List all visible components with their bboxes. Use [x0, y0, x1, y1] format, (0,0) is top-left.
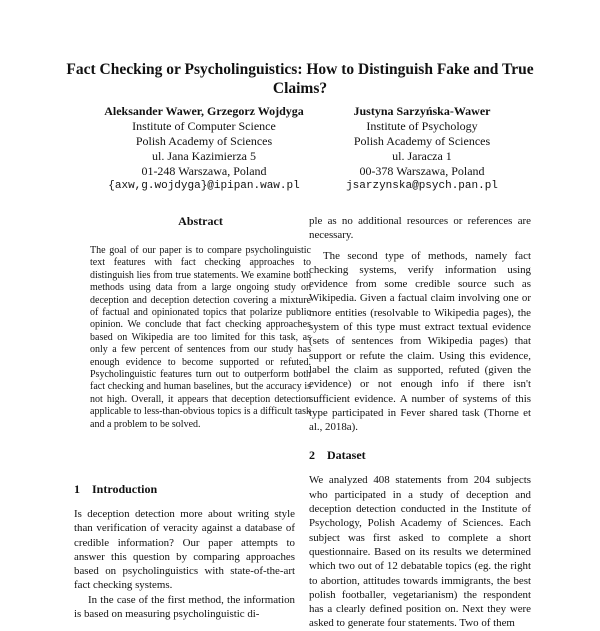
paragraph: Is deception detection more about writing style than verification of veracity against a database of credible information? Our paper attempts to answer this question by comparing approaches based on psycholinguistics with state-of-the-art fact checking systems. [74, 508, 295, 592]
paragraph: The second type of methods, namely fact checking systems, verify information using evidence from some credible source such as Wikipedia. Given a factual claim involving one or more entities (resolvable to Wikipedia pages), the system of this type must extract textual evidence (sets of sentences from Wikipedia pages) that support or refute the claim. Using this evidence, label the claim as supported, refuted (given the evidence) or not enough info if there isn't sufficient evidence. A number of systems of this type participated in Fever shared task (Thorne et al., 2018a). [309, 249, 531, 434]
paragraph: ple as no additional resources or references are necessary. [309, 215, 531, 242]
author-names: Aleksander Wawer, Grzegorz Wojdyga [104, 104, 304, 118]
section-title: Dataset [327, 448, 366, 463]
paragraph: In the case of the first method, the information is based on measuring psycholinguistic di- [74, 593, 295, 621]
section-title: Introduction [92, 482, 158, 496]
introduction-section [74, 468, 295, 621]
paper-title: Fact Checking or Psycholinguistics: How to Distinguish Fake and True Claims? [66, 61, 534, 97]
abstract-text: The goal of our paper is to compare psycholinguistic text features with fact checking approaches to distinguish lies from true statements. We examine both methods using data from a large ongoing study on deception and deception detection covering a mixture of factual and opinionated topics that polarize public opinion. We conclude that fact checking approaches based on Wikipedia are too limited for this task, as only a few percent of sentences from our study has enough evidence to become supported or refuted. Psycholinguistic features turn out to outperform both fact checking and human baselines, but the accuracy is not high. Overall, it appears that deception detection applicable to less-than-obvious topics is a difficult task and a problem to be solved. [90, 245, 311, 430]
author-email: jsarzynska@psych.pan.pl [346, 180, 498, 192]
affiliation-line: Institute of Computer Science [132, 119, 276, 133]
affiliation-line: Polish Academy of Sciences [135, 134, 273, 148]
abstract-heading: Abstract [178, 214, 223, 228]
address-line: 01-248 Warszawa, Poland [141, 164, 267, 178]
author-block-2 [300, 104, 544, 194]
author-names: Justyna Sarzyńska-Wawer [353, 104, 491, 118]
paragraph: We analyzed 408 statements from 204 subjects who participated in a study of deception and deception detection conducted in the Institute of Psychology, Polish Academy of Sciences. Each subject was first asked to complete a short questionnaire. Based on its results we determined which two out of 12 debatable topics (eg. the right to abortion, attitudes towards immigrants, the best polish footballer, vegetarianism) the respondent has a clearly defined position on. Next they were asked to generate four statements. Two of them [309, 474, 531, 630]
author-email: {axw,g.wojdyga}@ipipan.waw.pl [108, 180, 300, 192]
address-line: 00-378 Warszawa, Poland [359, 164, 485, 178]
section-heading-introduction [74, 482, 295, 497]
section-number: 2 [309, 448, 315, 463]
right-column [309, 214, 531, 631]
affiliation-line: Institute of Psychology [366, 119, 478, 133]
address-line: ul. Jana Kazimierza 5 [152, 149, 256, 163]
section-heading-dataset [309, 448, 531, 463]
left-column [90, 214, 311, 431]
affiliation-line: Polish Academy of Sciences [353, 134, 491, 148]
address-line: ul. Jaracza 1 [392, 149, 452, 163]
section-number: 1 [74, 482, 80, 496]
